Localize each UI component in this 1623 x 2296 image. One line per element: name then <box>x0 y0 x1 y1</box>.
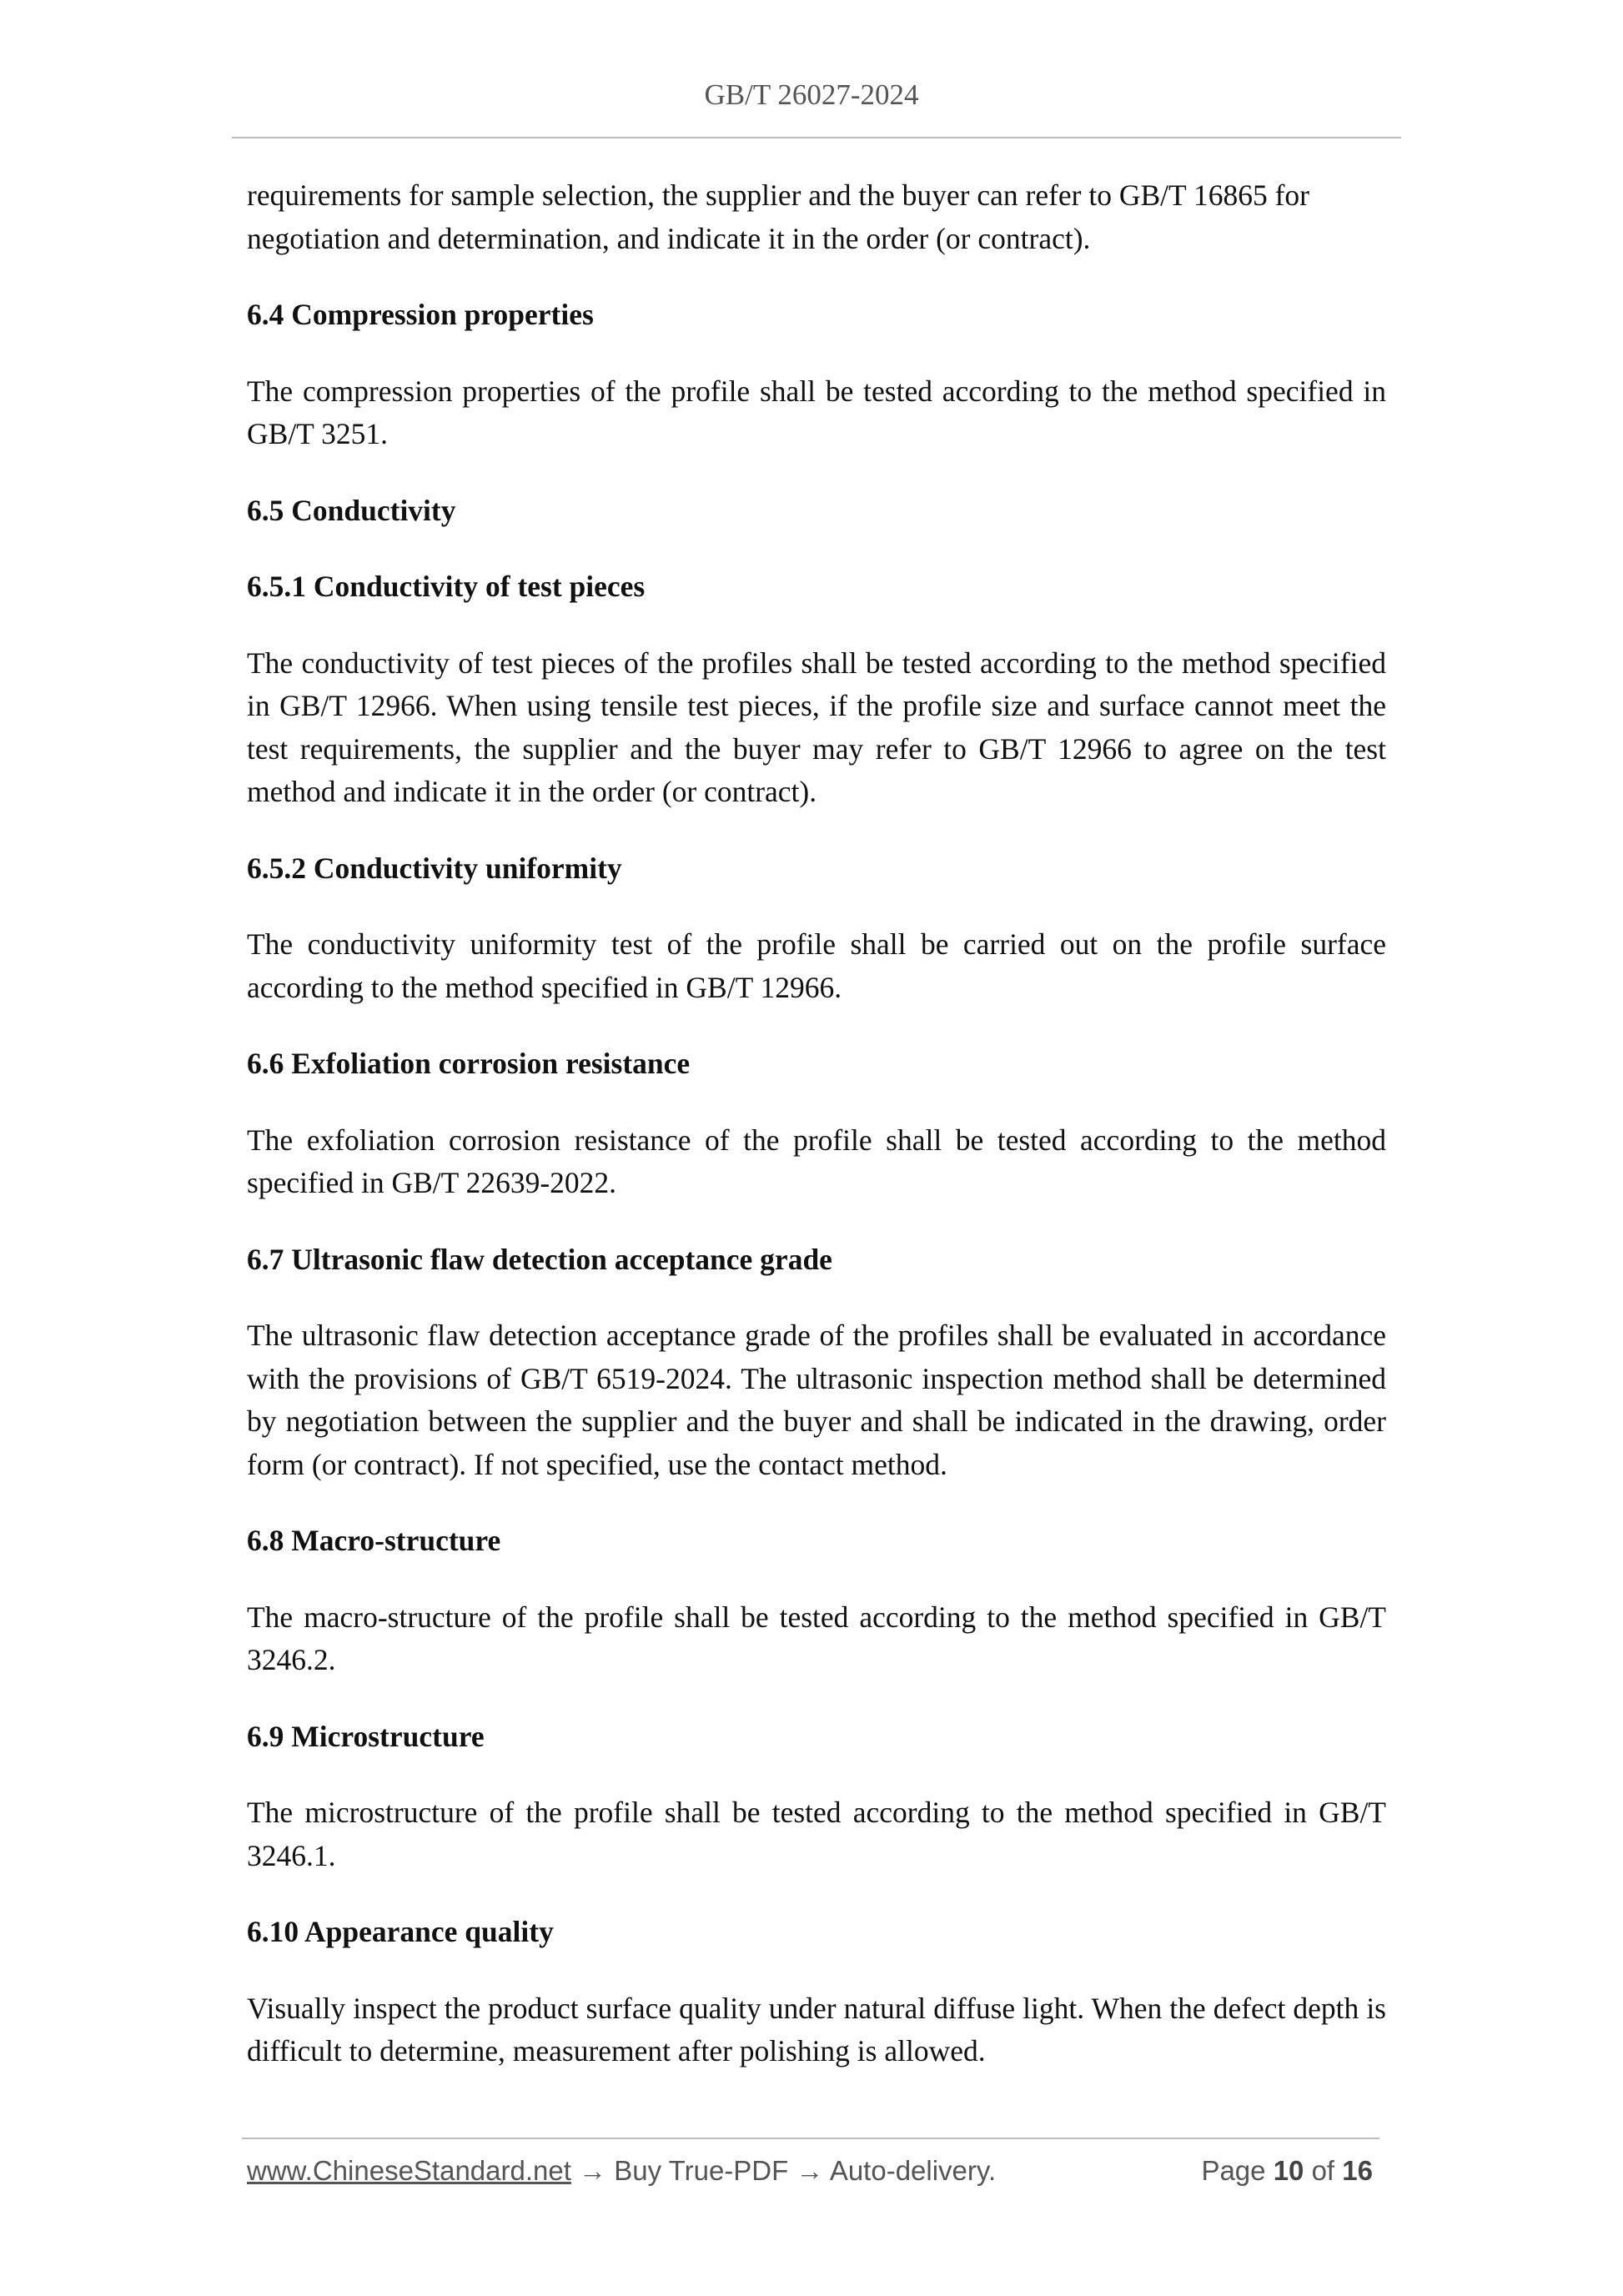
section-heading-6-10: 6.10 Appearance quality <box>247 1915 554 1948</box>
section-heading-6-6: 6.6 Exfoliation corrosion resistance <box>247 1047 691 1080</box>
section-heading-6-5-2: 6.5.2 Conductivity uniformity <box>247 851 622 885</box>
section-heading-6-5: 6.5 Conductivity <box>247 493 456 527</box>
page-total: 16 <box>1342 2155 1373 2186</box>
section-heading-6-4: 6.4 Compression properties <box>247 298 594 331</box>
document-body <box>247 174 1386 2107</box>
paragraph-conductivity-test-pieces: The conductivity of test pieces of the profiles shall be tested according to the method specified in GB/T 12966. When using tensile test pieces, if the profile size and surface cannot meet the test requirements, the supplier and the buyer may refer to GB/T 12966 to agree on the test method and indicate it in the order (or contract). <box>247 646 1386 808</box>
document-id: GB/T 26027-2024 <box>704 78 919 111</box>
page-label: Page <box>1201 2155 1266 2186</box>
paragraph-ultrasonic: The ultrasonic flaw detection acceptance grade of the profiles shall be evaluated in accordance with the provisions of GB/T 6519-2024. The ultrasonic inspection method shall be determined by negotiation between the supplier and the buyer and shall be indicated in the drawing, order form (or contract). If not specified, use the contact method. <box>247 1319 1386 1481</box>
page-number: 10 <box>1273 2155 1304 2186</box>
paragraph-compression: The compression properties of the profile shall be tested according to the method specified in GB/T 3251. <box>247 374 1386 450</box>
paragraph-macro-structure: The macro-structure of the profile shall be tested according to the method specified in GB/T 3246.2. <box>247 1600 1386 1676</box>
document-header <box>0 78 1623 112</box>
section-heading-6-5-1: 6.5.1 Conductivity of test pieces <box>247 570 646 603</box>
header-divider <box>232 137 1401 138</box>
website-link[interactable]: www.ChineseStandard.net <box>247 2155 571 2186</box>
page-indicator <box>1201 2155 1373 2187</box>
footer-divider <box>242 2138 1379 2139</box>
paragraph-appearance-quality: Visually inspect the product surface quality under natural diffuse light. When the defect depth is difficult to determine, measurement after polishing is allowed. <box>247 1991 1386 2067</box>
paragraph-continuation: requirements for sample selection, the supplier and the buyer can refer to GB/T 16865 for negotiation and determination, and indicate it in the order (or contract). <box>247 178 1309 255</box>
page-footer <box>247 2155 1379 2187</box>
paragraph-exfoliation-corrosion: The exfoliation corrosion resistance of the profile shall be tested according to the method specified in GB/T 22639-2022. <box>247 1123 1386 1199</box>
paragraph-microstructure: The microstructure of the profile shall be tested according to the method specified in GB/T 3246.1. <box>247 1796 1386 1872</box>
of-label: of <box>1311 2155 1335 2186</box>
paragraph-conductivity-uniformity: The conductivity uniformity test of the profile shall be carried out on the profile surface according to the method specified in GB/T 12966. <box>247 927 1386 1004</box>
section-heading-6-8: 6.8 Macro-structure <box>247 1524 501 1557</box>
section-heading-6-7: 6.7 Ultrasonic flaw detection acceptance grade <box>247 1242 832 1276</box>
footer-promo: → Buy True-PDF → Auto-delivery. <box>570 2155 997 2186</box>
section-heading-6-9: 6.9 Microstructure <box>247 1719 485 1753</box>
